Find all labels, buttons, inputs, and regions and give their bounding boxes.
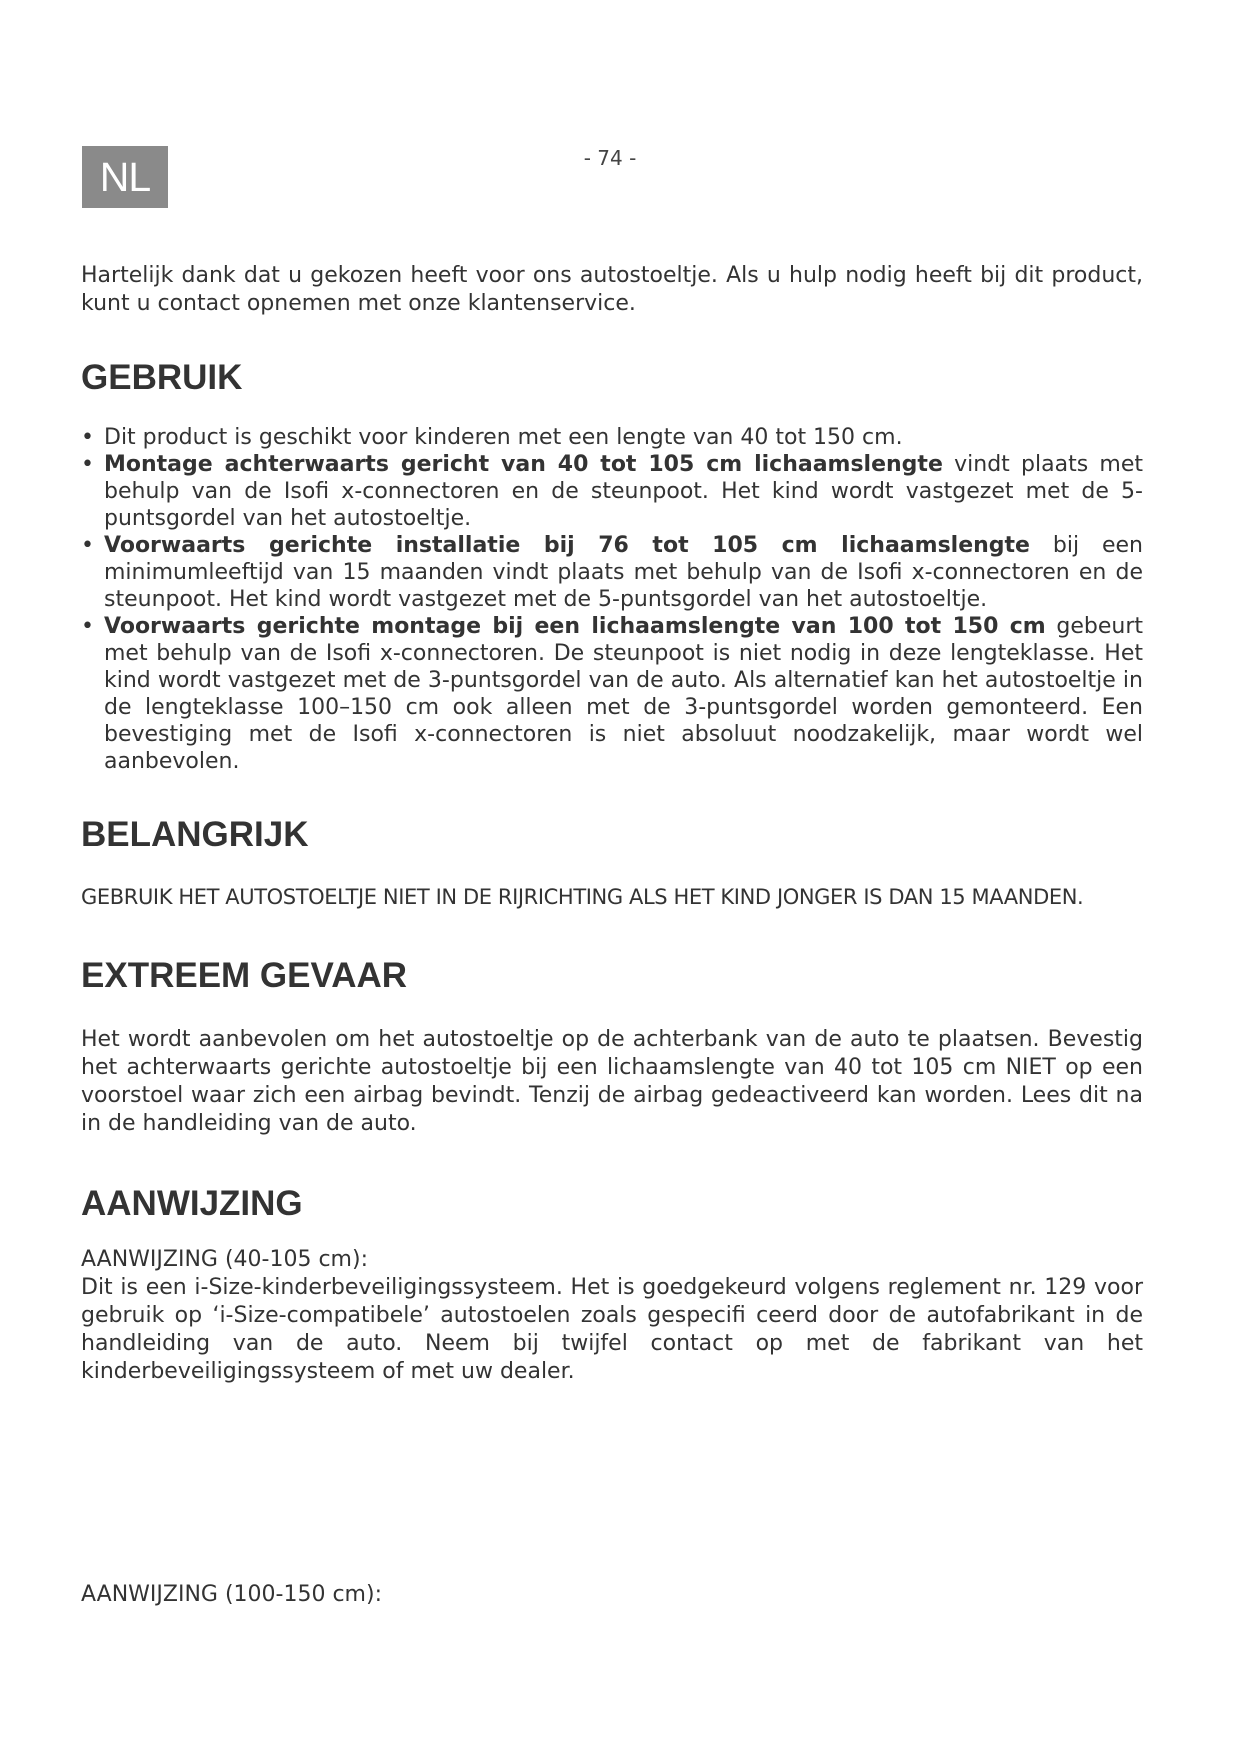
section-heading-extreem-gevaar: EXTREEM GEVAAR	[81, 956, 408, 995]
list-item-bold: Voorwaarts gerichte installatie bij 76 tot 105 cm lichaamslengte	[104, 533, 1030, 558]
note-paragraph-40-105: Dit is een i-Size-kinderbeveiligingssysteem. Het is goedgekeurd volgens reglement nr. 129 voor gebruik op ‘i-Size-compatibele’ autostoelen zoals gespecifi ceerd door de autofabrikant in de handleiding van de auto. Neem bij twijfel contact op met de fabrikant van het kinderbeveiligingssysteem of met uw dealer.	[81, 1275, 1143, 1384]
language-badge: NL	[82, 146, 168, 208]
section-heading-gebruik: GEBRUIK	[81, 358, 243, 397]
list-item-bold: Voorwaarts gerichte montage bij een lichaamslengte van 100 tot 150 cm	[104, 614, 1046, 639]
note-label-100-150: AANWIJZING (100-150 cm):	[81, 1582, 382, 1607]
list-item-text: gebeurt met behulp van de Isofi x-connectoren. De steunpoot is niet nodig in deze lengteklasse. Het kind wordt vastgezet met de 3-puntsgordel van de auto. Als alternatief kan het autostoeltje in de lengteklasse 100–150 cm ook alleen met de 3-puntsgordel worden gemonteerd. Een bevestiging met de Isofi x-connectoren is niet absoluut noodzakelijk, maar wordt wel aanbevolen.	[104, 614, 1143, 774]
list-item-text: vindt plaats met behulp van de Isofi x-connectoren en de steunpoot. Het kind wordt vastgezet met de 5-puntsgordel van het autostoeltje.	[104, 452, 1143, 531]
list-item: • Montage achterwaarts gericht van 40 tot 105 cm lichaamslengte vindt plaats met behulp van de Isofi x-connectoren en de steunpoot. Het kind wordt vastgezet met de 5-puntsgordel van het autostoeltje.	[81, 452, 1143, 531]
section-heading-belangrijk: BELANGRIJK	[81, 815, 309, 854]
section-heading-aanwijzing: AANWIJZING	[81, 1184, 303, 1223]
intro-paragraph: Hartelijk dank dat u gekozen heeft voor ons autostoeltje. Als u hulp nodig heeft bij dit product, kunt u contact opnemen met onze klantenservice.	[81, 263, 1143, 316]
list-item: • Dit product is geschikt voor kinderen met een lengte van 40 tot 150 cm.	[81, 425, 903, 450]
note-label-40-105: AANWIJZING (40-105 cm):	[81, 1247, 368, 1272]
danger-paragraph: Het wordt aanbevolen om het autostoeltje op de achterbank van de auto te plaatsen. Bevestig het achterwaarts gerichte autostoeltje bij een lichaamslengte van 40 tot 105 cm NIET op een voorstoel waar zich een airbag bevindt. Tenzij de airbag gedeactiveerd kan worden. Lees dit na in de handleiding van de auto.	[81, 1027, 1143, 1136]
list-item: • Voorwaarts gerichte installatie bij 76 tot 105 cm lichaamslengte bij een minimumleeftijd van 15 maanden vindt plaats met behulp van de Isofi x-connectoren en de steunpoot. Het kind wordt vastgezet met de 5-puntsgordel van het autostoeltje.	[81, 533, 1143, 612]
page-number: - 74 -	[583, 146, 637, 170]
list-item: • Voorwaarts gerichte montage bij een lichaamslengte van 100 tot 150 cm gebeurt met behulp van de Isofi x-connectoren. De steunpoot is niet nodig in deze lengteklasse. Het kind wordt vastgezet met de 3-puntsgordel van de auto. Als alternatief kan het autostoeltje in de lengteklasse 100–150 cm ook alleen met de 3-puntsgordel worden gemonteerd. Een bevestiging met de Isofi x-connectoren is niet absoluut noodzakelijk, maar wordt wel aanbevolen.	[81, 614, 1143, 774]
warning-text: GEBRUIK HET AUTOSTOELTJE NIET IN DE RIJRICHTING ALS HET KIND JONGER IS DAN 15 MAANDEN.	[81, 885, 1084, 909]
list-item-bold: Montage achterwaarts gericht van 40 tot 105 cm lichaamslengte	[104, 452, 943, 477]
list-item-text: Dit product is geschikt voor kinderen met een lengte van 40 tot 150 cm.	[104, 425, 903, 450]
list-item-text: bij een minimumleeftijd van 15 maanden vindt plaats met behulp van de Isofi x-connectoren en de steunpoot. Het kind wordt vastgezet met de 5-puntsgordel van het autostoeltje.	[104, 533, 1143, 612]
page-content	[81, 262, 1143, 1609]
usage-list	[81, 424, 1143, 775]
